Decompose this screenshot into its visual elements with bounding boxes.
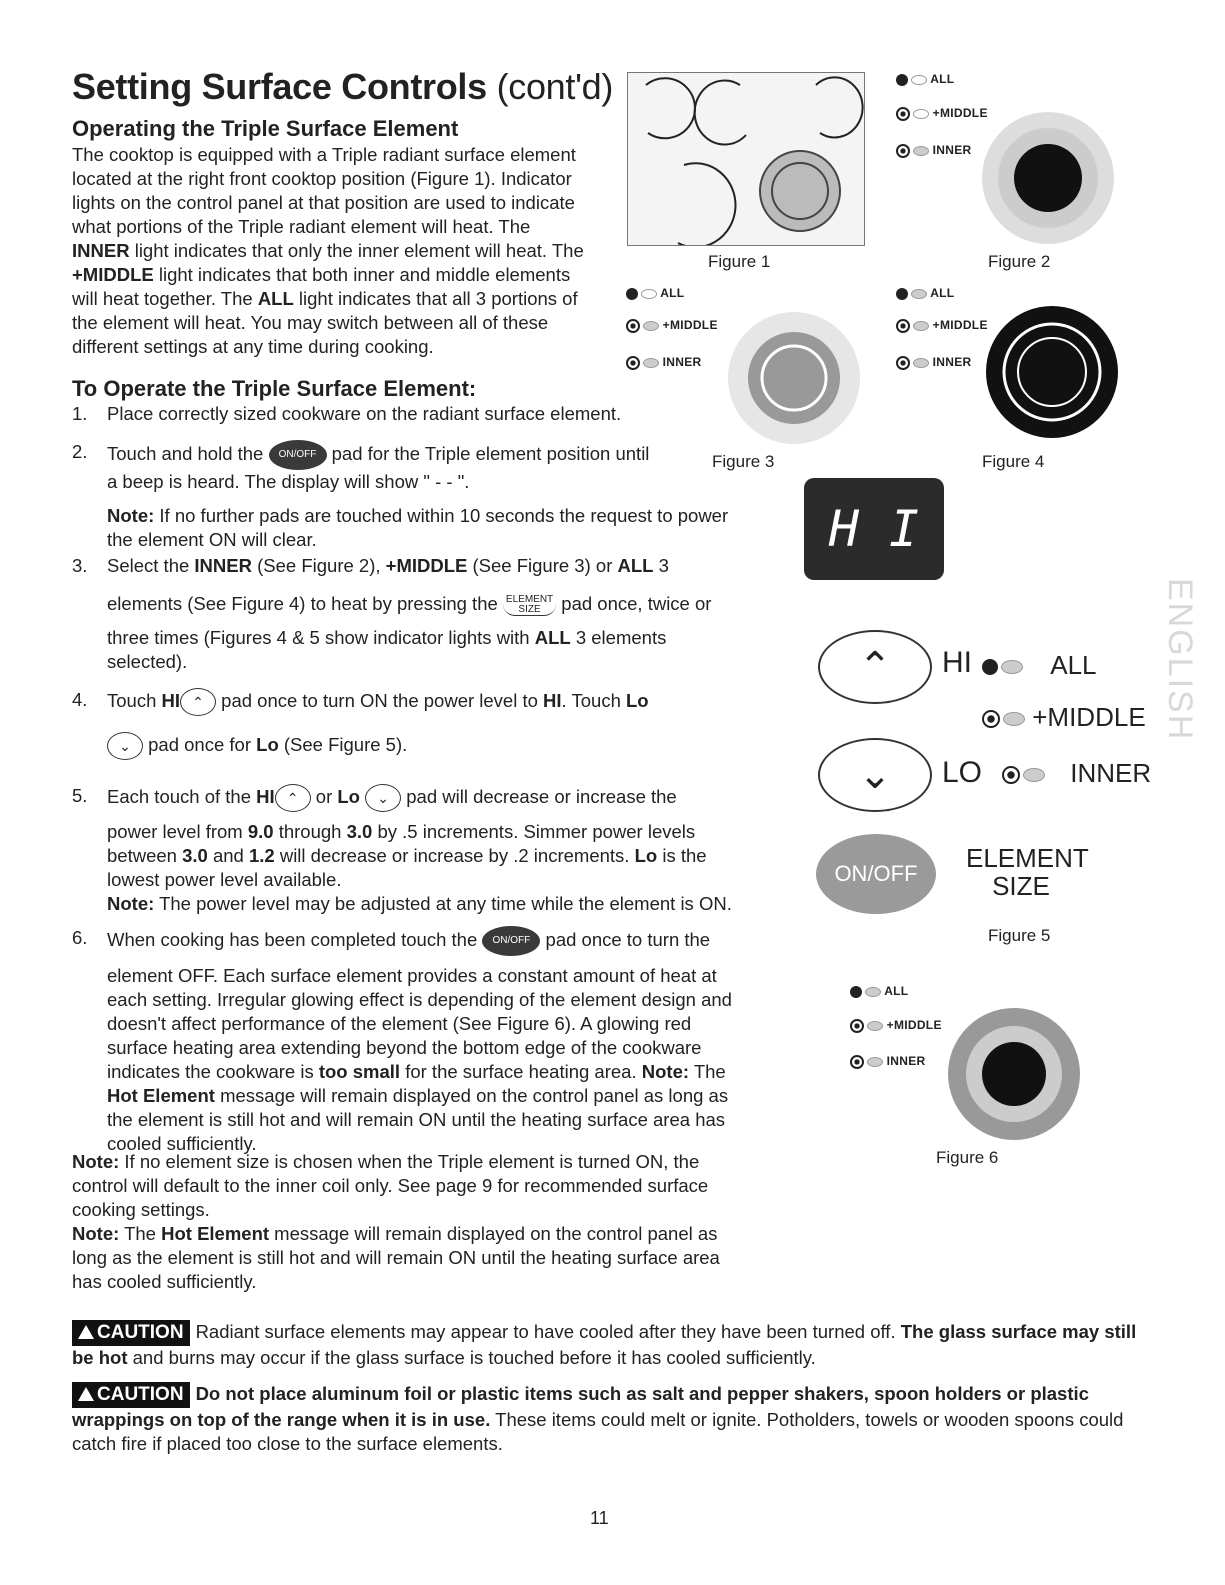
figure-5-caption: Figure 5 xyxy=(988,926,1051,945)
figure-6-caption: Figure 6 xyxy=(936,1148,999,1167)
fig5-indicator-all: ALL xyxy=(982,650,1097,681)
figure-3-caption: Figure 3 xyxy=(712,452,775,471)
figure-1-cooktop xyxy=(627,72,865,246)
figure-2-caption: Figure 2 xyxy=(988,252,1051,271)
fig3-indicator-middle: +MIDDLE xyxy=(626,318,718,333)
hi-up-arrow-icon: ⌃ xyxy=(180,688,216,716)
notes-block: Note: If no element size is chosen when the Triple element is turned ON, the control will default to the inner coil only. See page 9 for recommended surface cooking settings. Note: The Hot Element message will remain displayed on the control panel as long as the element is still hot and will remain ON until the heating surface area has cooled sufficiently. xyxy=(72,1151,720,1292)
figure-4-element xyxy=(982,302,1122,442)
hi-up-arrow-icon: ⌃ xyxy=(275,784,311,812)
lo-down-arrow-icon: ⌄ xyxy=(107,732,143,760)
caution-badge: CAUTION xyxy=(72,1320,190,1346)
fig2-indicator-inner: INNER xyxy=(896,143,971,158)
hi-arrow-button-icon: ⌃ xyxy=(818,630,932,704)
fig2-indicator-middle: +MIDDLE xyxy=(896,106,988,121)
cooktop-diagram xyxy=(628,73,864,245)
fig3-indicator-all: ALL xyxy=(626,286,684,300)
fig5-indicator-middle: +MIDDLE xyxy=(982,702,1146,733)
warning-triangle-icon xyxy=(78,1325,94,1339)
intro-paragraph: The cooktop is equipped with a Triple radiant surface element located at the right front cooktop position (Figure 1). Indicator lights on the control panel at that position are used to indicate what portions of the Triple radiant element will heat. The INNER light indicates that only the inner element will heat. The +MIDDLE light indicates that both inner and middle elements will heat together. The ALL light indicates that all 3 portions of the element will heat. You may switch between all of these different settings at any time during cooking. xyxy=(72,144,584,357)
caution-hot-surface: CAUTION Radiant surface elements may appear to have cooled after they have been turned off. The glass surface may still be hot and burns may occur if the glass surface is touched before it has cooled sufficiently. xyxy=(72,1321,1137,1368)
on-off-button-icon: ON/OFF xyxy=(816,834,936,914)
figure-1-caption: Figure 1 xyxy=(708,252,771,271)
fig5-indicator-inner: INNER xyxy=(1002,758,1151,789)
section-heading-operate: To Operate the Triple Surface Element: xyxy=(72,376,477,401)
on-off-pad-icon: ON/OFF xyxy=(482,926,540,956)
fig2-indicator-all: ALL xyxy=(896,72,954,86)
on-off-pad-icon: ON/OFF xyxy=(269,440,327,470)
figure-3-element xyxy=(724,308,864,448)
lo-down-arrow-icon: ⌄ xyxy=(365,784,401,812)
caution-badge: CAUTION xyxy=(72,1382,190,1408)
figure-6-element xyxy=(944,1004,1084,1144)
fig6-indicator-inner: INNER xyxy=(850,1054,925,1069)
fig6-indicator-all: ALL xyxy=(850,984,908,998)
element-size-pad-icon: ELEMENT SIZE xyxy=(503,595,556,616)
page-title: Setting Surface Controls (cont'd) xyxy=(72,66,614,107)
page-number: 11 xyxy=(590,1508,609,1528)
warning-triangle-icon xyxy=(78,1387,94,1401)
fig4-indicator-inner: INNER xyxy=(896,355,971,370)
fig5-hi-label: HI xyxy=(942,646,972,679)
caution-foil-plastic: CAUTION Do not place aluminum foil or plastic items such as salt and pepper shakers, spoon holders or plastic wrappings on top of the range when it is in use. These items could melt or ignite. Potholders, towels or wooden spoons could catch fire if placed too close to the surface elements. xyxy=(72,1383,1124,1454)
fig3-indicator-inner: INNER xyxy=(626,355,701,370)
fig4-indicator-all: ALL xyxy=(896,286,954,300)
fig4-indicator-middle: +MIDDLE xyxy=(896,318,988,333)
fig5-lo-label: LO xyxy=(942,756,983,789)
figure-2-element xyxy=(978,108,1118,248)
lo-arrow-button-icon: ⌄ xyxy=(818,738,932,812)
section-heading-operating: Operating the Triple Surface Element xyxy=(72,116,459,141)
element-size-button-icon: ELEMENT SIZE xyxy=(966,843,1089,901)
hi-display: H I xyxy=(804,478,944,580)
side-language-label: ENGLISH xyxy=(1161,578,1199,742)
fig6-indicator-middle: +MIDDLE xyxy=(850,1018,942,1033)
figure-4-caption: Figure 4 xyxy=(982,452,1045,471)
